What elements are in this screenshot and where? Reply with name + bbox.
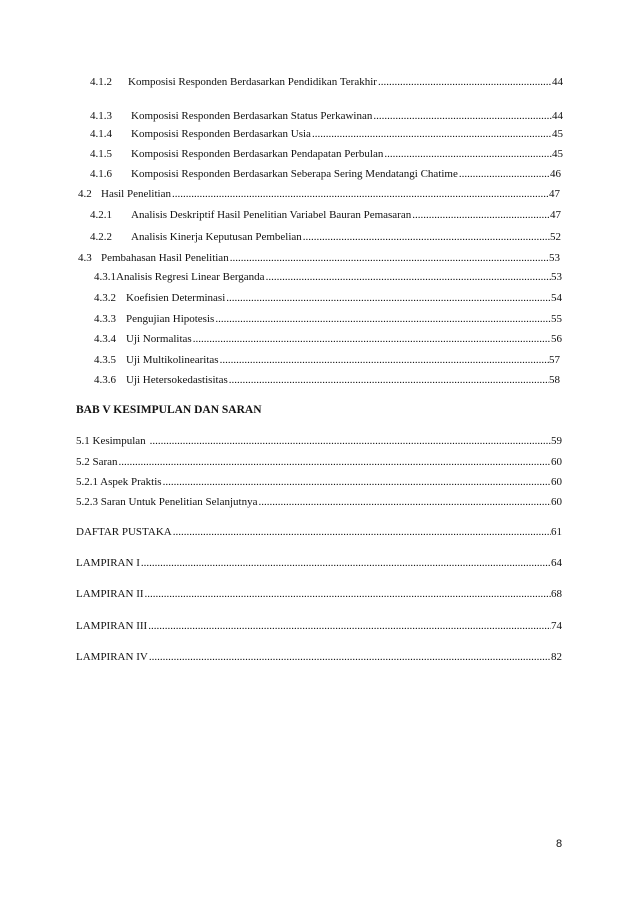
toc-entry-page: 44: [552, 110, 563, 122]
toc-entry-page: 58: [549, 374, 560, 386]
toc-entry: [90, 75, 563, 89]
toc-entry: [90, 208, 561, 222]
toc-leader-dots: [373, 109, 552, 123]
toc-leader-dots: [312, 127, 552, 141]
toc-entry-page: 52: [550, 231, 561, 243]
toc-entry-number: 4.1.4: [90, 128, 112, 140]
toc-entry: [90, 127, 563, 141]
toc-entry-title: LAMPIRAN I: [76, 557, 140, 569]
toc-entry-title: 5.1 Kesimpulan: [76, 435, 146, 447]
toc-entry: [76, 495, 562, 509]
toc-entry-number: 4.3.4: [94, 333, 116, 345]
toc-entry-number: 4.2.2: [90, 231, 112, 243]
toc-entry: [78, 251, 560, 265]
toc-entry-page: 45: [552, 148, 563, 160]
toc-entry-page: 68: [551, 588, 562, 600]
toc-leader-dots: [229, 373, 549, 387]
toc-entry-number: 4.3.5: [94, 354, 116, 366]
toc-entry-number: 4.1.3: [90, 110, 112, 122]
toc-entry-number: 4.1.5: [90, 148, 112, 160]
toc-entry-title: Komposisi Responden Berdasarkan Status Perkawinan: [131, 110, 373, 122]
toc-leader-dots: [378, 75, 552, 89]
toc-entry-title: 5.2.3 Saran Untuk Penelitian Selanjutnya: [76, 496, 258, 508]
toc-entry-page: 54: [551, 292, 562, 304]
toc-entry-title: Komposisi Responden Berdasarkan Pendidikan Terakhir: [128, 76, 377, 88]
toc-entry-number: 4.3.3: [94, 313, 116, 325]
toc-entry-title: Analisis Deskriptif Hasil Penelitian Variabel Bauran Pemasaran: [131, 209, 412, 221]
toc-leader-dots: [149, 650, 551, 664]
toc-entry-title: DAFTAR PUSTAKA: [76, 526, 172, 538]
toc-entry-number: 4.1.2: [90, 76, 112, 88]
toc-entry-page: 55: [551, 313, 562, 325]
toc-leader-dots: [384, 147, 552, 161]
toc-entry-page: 64: [551, 557, 562, 569]
toc-entry-page: 60: [551, 496, 562, 508]
toc-entry: [76, 587, 562, 601]
toc-entry-number: 4.3.2: [94, 292, 116, 304]
toc-entry-page: 56: [551, 333, 562, 345]
toc-entry: [76, 650, 562, 664]
toc-entry-number: 4.1.6: [90, 168, 112, 180]
toc-entry: [76, 434, 562, 448]
toc-entry-title: Hasil Penelitian: [101, 188, 171, 200]
chapter-heading: BAB V KESIMPULAN DAN SARAN: [76, 404, 262, 416]
toc-entry: [76, 556, 562, 570]
toc-entry: [94, 373, 560, 387]
toc-entry: [90, 230, 561, 244]
toc-entry-number: 4.2: [78, 188, 92, 200]
toc-entry: [76, 475, 562, 489]
toc-entry-page: 60: [551, 456, 562, 468]
toc-entry-page: 57: [549, 354, 560, 366]
toc-entry-title: Uji Hetersokedastisitas: [126, 374, 228, 386]
toc-entry: [78, 187, 560, 201]
toc-entry-title: Komposisi Responden Berdasarkan Seberapa Sering Mendatangi Chatime: [131, 168, 458, 180]
toc-entry-title: LAMPIRAN II: [76, 588, 144, 600]
toc-entry-title: LAMPIRAN III: [76, 620, 148, 632]
toc-leader-dots: [215, 312, 551, 326]
toc-leader-dots: [163, 475, 551, 489]
toc-entry-number: 4.2.1: [90, 209, 112, 221]
toc-entry-number: 4.3: [78, 252, 92, 264]
toc-entry-title: Uji Normalitas: [126, 333, 192, 345]
toc-entry-title: Uji Multikolinearitas: [126, 354, 219, 366]
toc-leader-dots: [220, 353, 549, 367]
toc-entry: [94, 353, 560, 367]
toc-entry-title: Komposisi Responden Berdasarkan Pendapatan Perbulan: [131, 148, 384, 160]
toc-leader-dots: [150, 434, 551, 448]
toc-leader-dots: [266, 270, 551, 284]
toc-leader-dots: [230, 251, 549, 265]
toc-entry-title: Analisis Kinerja Keputusan Pembelian: [131, 231, 302, 243]
toc-entry-title: 5.2.1 Aspek Praktis: [76, 476, 162, 488]
toc-entry-page: 53: [551, 271, 562, 283]
page-number: 8: [556, 838, 563, 850]
toc-entry-page: 46: [550, 168, 561, 180]
toc-leader-dots: [193, 332, 551, 346]
toc-leader-dots: [226, 291, 551, 305]
toc-leader-dots: [173, 525, 551, 539]
toc-entry-title: LAMPIRAN IV: [76, 651, 148, 663]
toc-entry: [76, 525, 562, 539]
toc-entry: [76, 619, 562, 633]
toc-leader-dots: [145, 587, 551, 601]
toc-entry-title: Pengujian Hipotesis: [126, 313, 215, 325]
toc-entry-page: 45: [552, 128, 563, 140]
toc-entry: [94, 291, 562, 305]
toc-entry: [76, 455, 562, 469]
toc-entry-number: 4.3.6: [94, 374, 116, 386]
toc-leader-dots: [141, 556, 551, 570]
toc-entry-page: 74: [551, 620, 562, 632]
toc-entry-title: Komposisi Responden Berdasarkan Usia: [131, 128, 311, 140]
toc-entry-title: Koefisien Determinasi: [126, 292, 226, 304]
toc-entry-page: 82: [551, 651, 562, 663]
toc-leader-dots: [258, 495, 551, 509]
toc-entry-title: Pembahasan Hasil Penelitian: [101, 252, 229, 264]
toc-entry-title: 5.2 Saran: [76, 456, 118, 468]
toc-entry: [94, 270, 562, 284]
toc-entry-number: 4.3.1: [94, 271, 116, 283]
toc-entry-page: 60: [551, 476, 562, 488]
toc-leader-dots: [148, 619, 551, 633]
toc-entry-page: 47: [549, 188, 560, 200]
toc-entry-page: 47: [550, 209, 561, 221]
toc-entry-page: 44: [552, 76, 563, 88]
toc-entry: [94, 332, 562, 346]
toc-leader-dots: [172, 187, 549, 201]
toc-leader-dots: [412, 208, 550, 222]
toc-entry: [90, 167, 561, 181]
toc-entry: [90, 147, 563, 161]
toc-leader-dots: [459, 167, 550, 181]
toc-entry: [94, 312, 562, 326]
toc-entry-page: 59: [551, 435, 562, 447]
toc-entry-page: 53: [549, 252, 560, 264]
toc-entry-title: Analisis Regresi Linear Berganda: [116, 271, 265, 283]
toc-entry-page: 61: [551, 526, 562, 538]
toc-entry: [90, 109, 563, 123]
toc-leader-dots: [303, 230, 550, 244]
toc-leader-dots: [119, 455, 551, 469]
